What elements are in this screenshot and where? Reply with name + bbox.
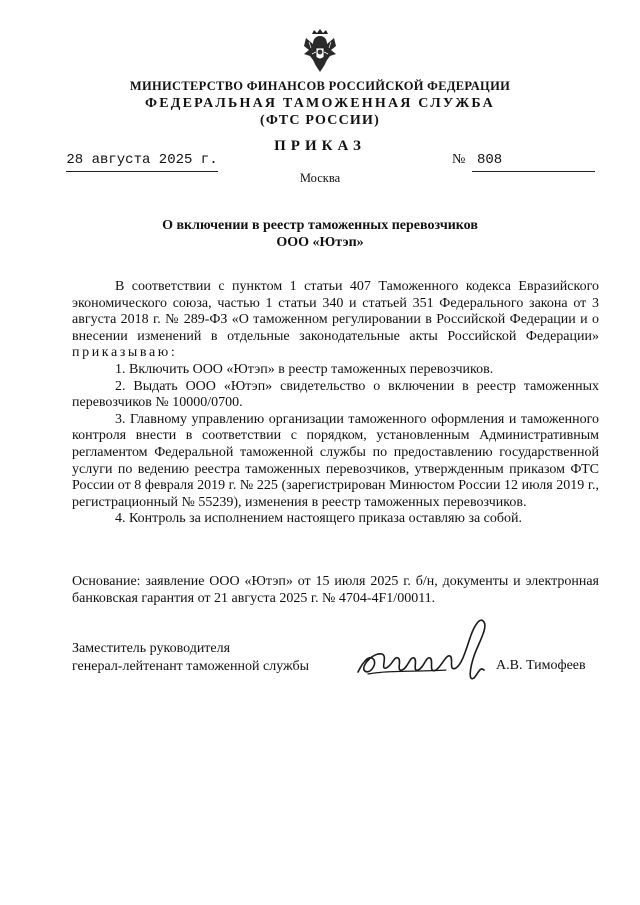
- city: Москва: [299, 171, 341, 185]
- handwritten-signature: [350, 610, 500, 690]
- order-number: 808: [477, 152, 503, 168]
- preamble-paragraph: [72, 279, 599, 362]
- service-abbreviation: (ФТС РОССИИ): [260, 113, 380, 128]
- order-word: приказываю:: [72, 345, 178, 361]
- title-line-1: О включении в реестр таможенных перевозчиков: [162, 218, 478, 233]
- position-line-2: генерал-лейтенант таможенной службы: [72, 659, 310, 674]
- service-name: ФЕДЕРАЛЬНАЯ ТАМОЖЕННАЯ СЛУЖБА: [145, 96, 495, 111]
- document-title: [0, 217, 640, 251]
- title-line-2: ООО «Ютэп»: [276, 235, 364, 250]
- coat-of-arms-icon: [300, 28, 340, 74]
- preamble-text: В соответствии с пунктом 1 статьи 407 Таможенного кодекса Евразийского экономического союза, частью 1 статьи 340 и статьей 351 Федерального закона от 3 августа 2018 г. № 289-ФЗ «О таможенном регулировании в Российской Федерации и о внесении изменений в отдельные законодательные акты Российской Федерации»: [72, 279, 599, 344]
- document-type: ПРИКАЗ: [274, 138, 366, 154]
- basis-paragraph: Основание: заявление ООО «Ютэп» от 15 июля 2025 г. б/н, документы и электронная банковская гарантия от 21 августа 2025 г. № 4704-4F1/00011.: [72, 574, 599, 606]
- ministry-name: МИНИСТЕРСТВО ФИНАНСОВ РОССИЙСКОЙ ФЕДЕРАЦИИ: [129, 79, 511, 93]
- order-item-2: 2. Выдать ООО «Ютэп» свидетельство о включении в реестр таможенных перевозчиков № 10000/0700.: [72, 378, 599, 411]
- order-date: 28 августа 2025 г.: [66, 152, 218, 168]
- order-item-3: 3. Главному управлению организации таможенного оформления и таможенного контроля внести в соответствии с порядком, установленным Административным регламентом Федеральной таможенной службы по предоставлению государственной услуги по ведению реестра таможенных перевозчиков, утвержденным приказом ФТС России от 8 февраля 2019 г. № 225 (зарегистрирован Минюстом России 12 июля 2019 г., регистрационный № 55239), изменения в реестр таможенных перевозчиков.: [72, 411, 599, 510]
- signatory-position: [72, 640, 309, 676]
- order-item-4: 4. Контроль за исполнением настоящего приказа оставляю за собой.: [115, 511, 523, 527]
- order-item-1: 1. Включить ООО «Ютэп» в реестр таможенных перевозчиков.: [115, 361, 494, 377]
- number-sign: №: [452, 152, 466, 167]
- signatory-name: А.В. Тимофеев: [496, 658, 586, 673]
- position-line-1: Заместитель руководителя: [72, 641, 231, 656]
- document-body: [72, 279, 599, 528]
